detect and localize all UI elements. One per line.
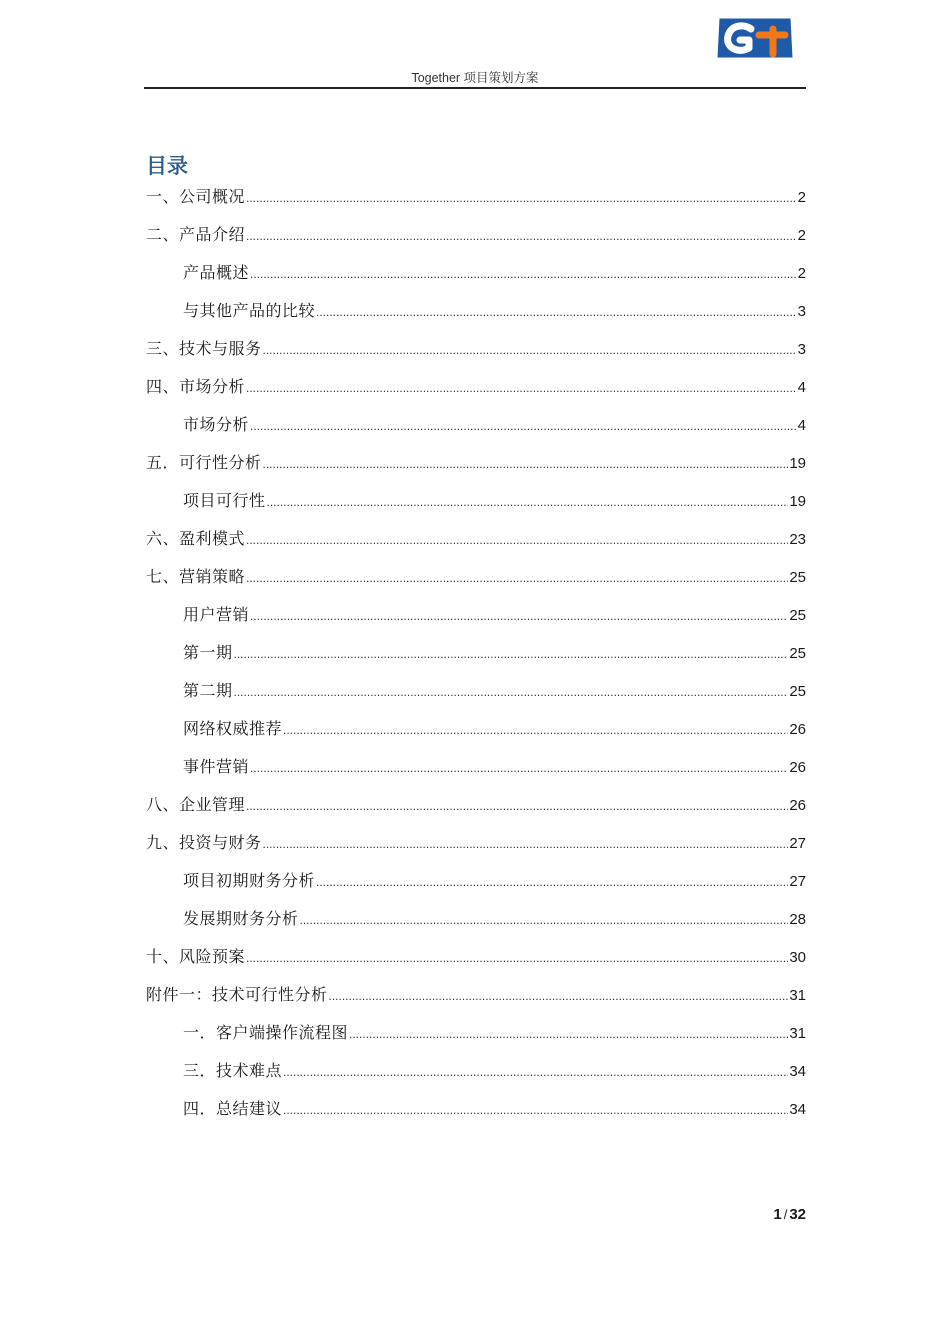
- toc-dot-leader: [283, 1059, 788, 1085]
- toc-entry-title: 四、市场分析: [146, 377, 246, 396]
- toc-entry[interactable]: [146, 184, 806, 222]
- toc-entry[interactable]: [146, 260, 806, 298]
- total-pages: 32: [789, 1206, 806, 1223]
- toc-entry-title: 市场分析: [183, 415, 250, 434]
- toc-dot-leader: [267, 489, 789, 515]
- toc-entry-page: 34: [789, 1101, 806, 1118]
- toc-entry-page: 25: [789, 683, 806, 700]
- toc-entry-title: 与其他产品的比较: [183, 301, 316, 320]
- toc-entry-title: 九、投资与财务: [146, 833, 262, 852]
- toc-dot-leader: [283, 717, 788, 743]
- toc-entry[interactable]: [146, 640, 806, 678]
- toc-entry-title: 第一期: [183, 643, 233, 662]
- toc-entry[interactable]: [146, 754, 806, 792]
- toc-entry-page: 27: [789, 873, 806, 890]
- toc-entry-title: 八、企业管理: [146, 795, 246, 814]
- toc-entry-page: 19: [789, 493, 806, 510]
- toc-entry-title: 二、产品介绍: [146, 225, 246, 244]
- toc-entry-title: 十、风险预案: [146, 947, 246, 966]
- toc-entry-page: 3: [797, 303, 806, 320]
- toc-dot-leader: [316, 869, 788, 895]
- toc-dot-leader: [250, 603, 788, 629]
- toc-entry-page: 28: [789, 911, 806, 928]
- toc-entry-title: 第二期: [183, 681, 233, 700]
- toc-dot-leader: [329, 983, 789, 1009]
- toc-entry-page: 3: [797, 341, 806, 358]
- toc-entry-title: 附件一：技术可行性分析: [146, 985, 328, 1004]
- toc-dot-leader: [250, 261, 797, 287]
- toc-dot-leader: [246, 185, 797, 211]
- table-of-contents: [146, 184, 806, 1134]
- toc-entry[interactable]: [146, 1096, 806, 1134]
- toc-entry-page: 27: [789, 835, 806, 852]
- toc-dot-leader: [246, 223, 797, 249]
- toc-dot-leader: [263, 337, 797, 363]
- toc-entry-page: 2: [797, 227, 806, 244]
- toc-dot-leader: [250, 755, 788, 781]
- toc-entry-page: 2: [797, 189, 806, 206]
- toc-entry[interactable]: [146, 526, 806, 564]
- page-number: [773, 1206, 806, 1223]
- toc-entry-title: 七、营销策略: [146, 567, 246, 586]
- toc-entry-page: 2: [797, 265, 806, 282]
- toc-entry[interactable]: [146, 450, 806, 488]
- toc-entry[interactable]: [146, 982, 806, 1020]
- toc-entry[interactable]: [146, 678, 806, 716]
- toc-dot-leader: [246, 527, 788, 553]
- toc-entry-title: 项目初期财务分析: [183, 871, 316, 890]
- toc-entry-page: 25: [789, 569, 806, 586]
- toc-entry-page: 19: [789, 455, 806, 472]
- toc-entry-page: 23: [789, 531, 806, 548]
- current-page: 1: [773, 1206, 782, 1223]
- toc-entry-title: 产品概述: [183, 263, 250, 282]
- toc-entry[interactable]: [146, 412, 806, 450]
- toc-dot-leader: [246, 945, 788, 971]
- toc-entry-title: 发展期财务分析: [183, 909, 299, 928]
- toc-entry-title: 三、技术与服务: [146, 339, 262, 358]
- toc-entry-page: 31: [789, 1025, 806, 1042]
- toc-entry-page: 25: [789, 645, 806, 662]
- toc-entry[interactable]: [146, 868, 806, 906]
- toc-entry[interactable]: [146, 1058, 806, 1096]
- toc-entry-title: 三．技术难点: [183, 1061, 283, 1080]
- toc-dot-leader: [349, 1021, 788, 1047]
- toc-dot-leader: [263, 451, 789, 477]
- toc-entry[interactable]: [146, 336, 806, 374]
- toc-title: 目录: [146, 154, 188, 178]
- toc-entry-title: 网络权威推荐: [183, 719, 283, 738]
- toc-dot-leader: [250, 413, 797, 439]
- toc-entry-title: 五．可行性分析: [146, 453, 262, 472]
- toc-dot-leader: [316, 299, 797, 325]
- toc-entry[interactable]: [146, 906, 806, 944]
- toc-dot-leader: [246, 793, 788, 819]
- toc-entry[interactable]: [146, 488, 806, 526]
- toc-entry[interactable]: [146, 222, 806, 260]
- toc-entry-page: 25: [789, 607, 806, 624]
- toc-dot-leader: [234, 641, 789, 667]
- toc-entry-page: 26: [789, 797, 806, 814]
- toc-entry-title: 一、公司概况: [146, 187, 246, 206]
- toc-entry-title: 四．总结建议: [183, 1099, 283, 1118]
- toc-entry-page: 31: [789, 987, 806, 1004]
- header-divider: [144, 87, 806, 89]
- toc-entry-page: 26: [789, 721, 806, 738]
- toc-entry-page: 4: [797, 379, 806, 396]
- toc-dot-leader: [283, 1097, 788, 1123]
- toc-entry[interactable]: [146, 602, 806, 640]
- toc-entry-title: 事件营销: [183, 757, 250, 776]
- toc-entry-title: 六、盈利模式: [146, 529, 246, 548]
- gt-logo-icon: [715, 16, 795, 60]
- toc-dot-leader: [234, 679, 789, 705]
- toc-entry-page: 30: [789, 949, 806, 966]
- toc-entry[interactable]: [146, 374, 806, 412]
- toc-entry-page: 4: [797, 417, 806, 434]
- toc-entry[interactable]: [146, 792, 806, 830]
- toc-entry[interactable]: [146, 1020, 806, 1058]
- toc-entry[interactable]: [146, 830, 806, 868]
- toc-dot-leader: [300, 907, 789, 933]
- toc-dot-leader: [246, 565, 788, 591]
- toc-entry-page: 34: [789, 1063, 806, 1080]
- toc-dot-leader: [263, 831, 789, 857]
- toc-entry[interactable]: [146, 716, 806, 754]
- toc-entry-title: 一．客户端操作流程图: [183, 1023, 349, 1042]
- page-separator: /: [783, 1207, 788, 1222]
- toc-entry[interactable]: [146, 564, 806, 602]
- toc-entry-title: 项目可行性: [183, 491, 266, 510]
- toc-dot-leader: [246, 375, 797, 401]
- toc-entry-title: 用户营销: [183, 605, 250, 624]
- header-title: Together 项目策划方案: [411, 71, 539, 85]
- toc-entry[interactable]: [146, 944, 806, 982]
- toc-entry-page: 26: [789, 759, 806, 776]
- toc-entry[interactable]: [146, 298, 806, 336]
